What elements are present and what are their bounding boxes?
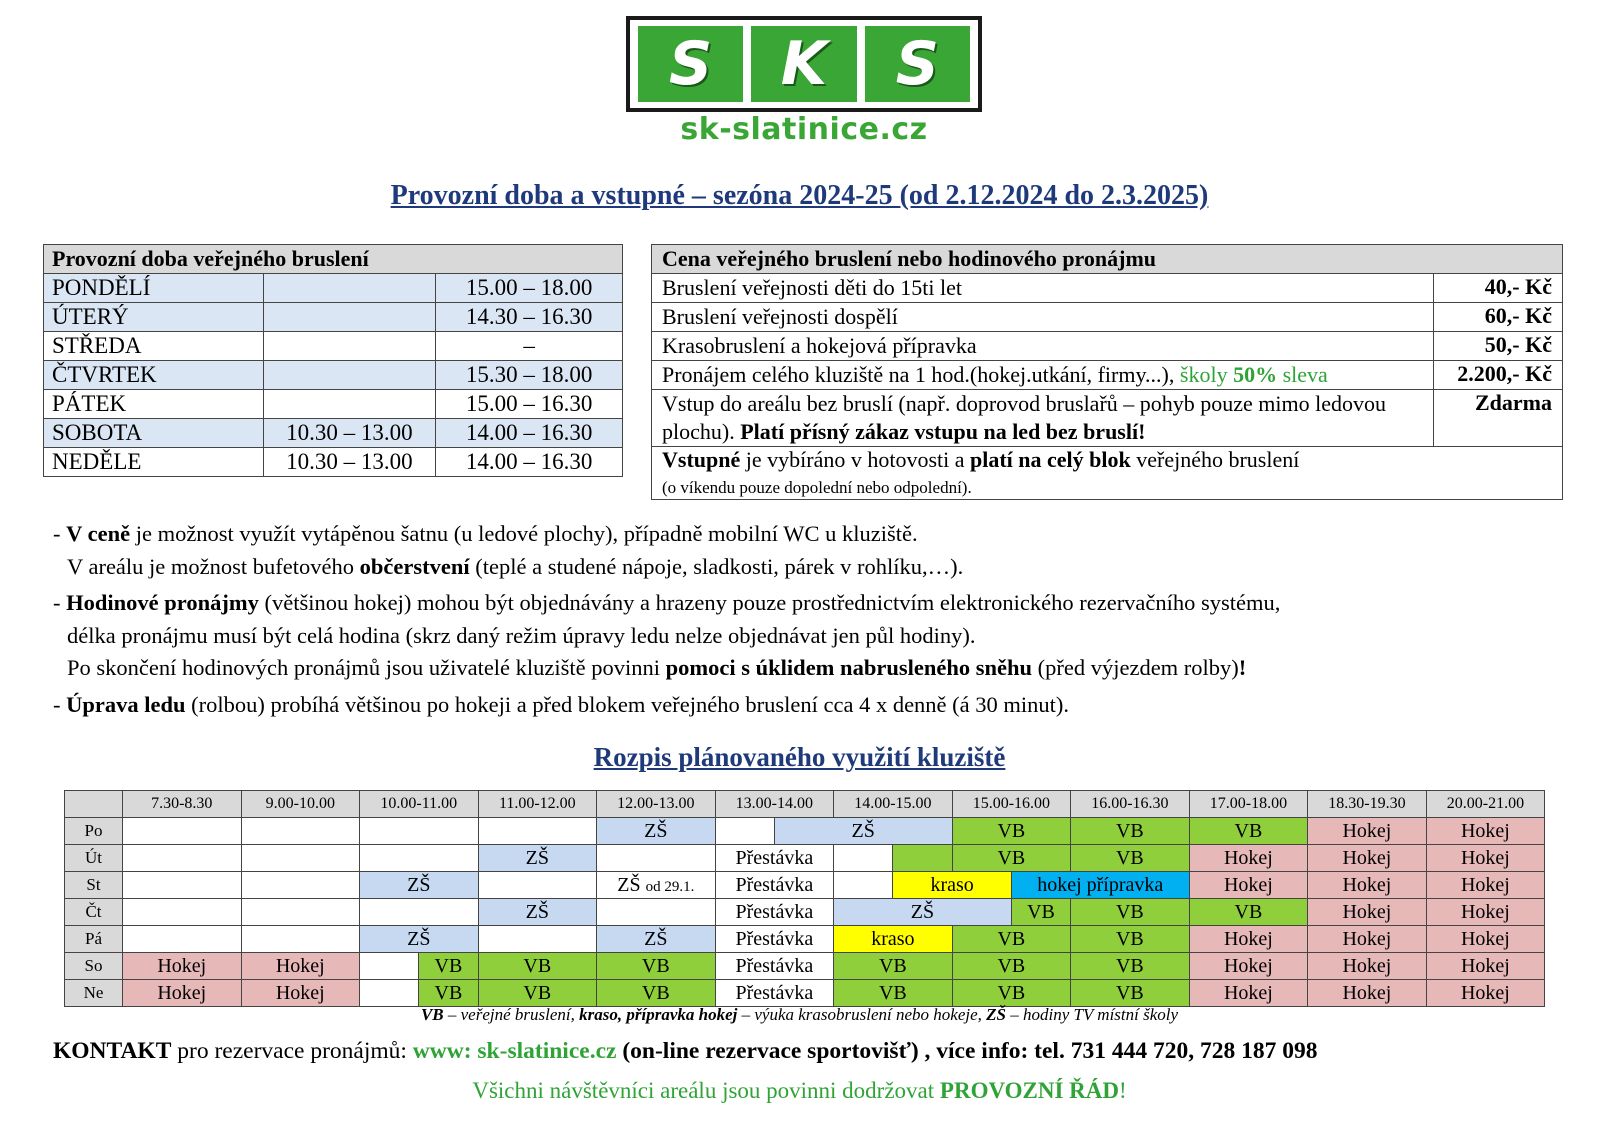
schedule-cell: kraso (893, 872, 1012, 899)
schedule-cell: Hokej (1426, 872, 1545, 899)
table-row (44, 390, 623, 419)
schedule-table (64, 790, 1545, 1007)
entry-text: Vstup do areálu bez bruslí (např. doprovod bruslařů – pohyb pouze mimo ledovou plochu). (662, 391, 1387, 444)
schedule-cell: Hokej (1308, 926, 1427, 953)
schedule-cell (241, 899, 360, 926)
schedule-cell: Hokej (1308, 953, 1427, 980)
schedule-cell: ZŠ (774, 818, 952, 845)
note-bold: V ceně (66, 521, 131, 546)
note-small: (o víkendu pouze dopolední nebo odpolední). (662, 478, 972, 497)
schedule-cell: Hokej (1189, 980, 1308, 1007)
note-text: (většinou hokej) mohou být objednávány a hrazeny pouze prostřednictvím elektronického rezervačního systému, (258, 590, 1281, 615)
schedule-cell: Přestávka (715, 872, 834, 899)
bullet: - (53, 590, 67, 615)
legend-bold: VB (420, 1005, 444, 1024)
day-cell: Út (65, 845, 123, 872)
price-label (652, 361, 1434, 390)
school-text: školy (1179, 362, 1228, 387)
logo-letter: S (865, 26, 970, 102)
schedule-cell (360, 845, 479, 872)
pm-cell: 15.00 – 16.30 (436, 390, 623, 419)
table-row (652, 332, 1563, 361)
day-cell: St (65, 872, 123, 899)
schedule-cell (360, 899, 479, 926)
schedule-cell: Hokej (1308, 899, 1427, 926)
rental-text: Pronájem celého kluziště na 1 hod.(hokej.utkání, firmy...), (662, 362, 1175, 387)
table-row (44, 361, 623, 390)
schedule-cell (360, 980, 419, 1007)
schedule-cell: VB (952, 953, 1071, 980)
table-row (652, 303, 1563, 332)
price-label (652, 390, 1434, 447)
contact-label: KONTAKT (53, 1038, 172, 1064)
bullet: - (53, 521, 67, 546)
table-row (44, 448, 623, 477)
table-row (652, 274, 1563, 303)
schedule-cell: VB (419, 953, 478, 980)
day-cell: Pá (65, 926, 123, 953)
schedule-cell: VB (952, 980, 1071, 1007)
schedule-cell: VB (1071, 899, 1190, 926)
day-cell: ČTVRTEK (44, 361, 264, 390)
note-text: je vybíráno v hotovosti a (740, 447, 970, 472)
schedule-row (65, 980, 1545, 1007)
discount-percent: 50% (1233, 362, 1278, 387)
price-label: Krasobruslení a hokejová přípravka (652, 332, 1434, 361)
rules-text: Všichni návštěvníci areálu jsou povinni dodržovat (472, 1078, 940, 1103)
note-bold: Hodinové pronájmy (66, 590, 259, 615)
note-bold: ! (1238, 655, 1247, 680)
contact (53, 1038, 1593, 1065)
pm-cell: 14.00 – 16.30 (436, 448, 623, 477)
rules-text: ! (1118, 1078, 1127, 1103)
schedule-cell (360, 953, 419, 980)
time-header: 12.00-13.00 (597, 791, 716, 818)
schedule-cell: VB (597, 953, 716, 980)
schedule-cell: VB (1189, 818, 1308, 845)
day-cell: So (65, 953, 123, 980)
table-row (652, 447, 1563, 500)
am-cell (263, 303, 435, 332)
day-cell: Po (65, 818, 123, 845)
schedule-title: Rozpis plánovaného využití kluziště (593, 742, 1006, 772)
price-label: Bruslení veřejnosti dospělí (652, 303, 1434, 332)
pm-cell: 15.00 – 18.00 (436, 274, 623, 303)
schedule-cell: Hokej (241, 980, 360, 1007)
corner-cell (65, 791, 123, 818)
note-text: veřejného bruslení (1130, 447, 1300, 472)
schedule-cell: ZŠ od 29.1. (597, 872, 716, 899)
schedule-cell: Hokej (1426, 845, 1545, 872)
note-1 (53, 518, 1583, 583)
schedule-cell: VB (1189, 899, 1308, 926)
schedule-cell (893, 845, 952, 872)
schedule-cell: ZŠ (360, 926, 479, 953)
schedule-row (65, 899, 1545, 926)
schedule-cell: VB (478, 980, 597, 1007)
schedule-cell: Hokej (1426, 926, 1545, 953)
table-row (44, 303, 623, 332)
schedule-row (65, 953, 1545, 980)
schedule-cell: Hokej (1426, 953, 1545, 980)
price-value: 60,- Kč (1434, 303, 1563, 332)
schedule-cell: Hokej (123, 953, 242, 980)
logo-letter: S (638, 26, 743, 102)
contact-phone: (on-line rezervace sportovišť) , více info: tel. 731 444 720, 728 187 098 (616, 1038, 1318, 1064)
discount-text: sleva (1282, 362, 1328, 387)
rules-note (0, 1078, 1599, 1104)
schedule-cell: Přestávka (715, 845, 834, 872)
table-row (44, 419, 623, 448)
schedule-cell: Hokej (1189, 872, 1308, 899)
rules-bold: PROVOZNÍ ŘÁD (939, 1078, 1119, 1103)
schedule-row (65, 845, 1545, 872)
note-bold: pomoci s úklidem nabrusleného sněhu (665, 655, 1032, 680)
contact-link[interactable]: www: sk-slatinice.cz (412, 1038, 617, 1064)
schedule-cell: Přestávka (715, 926, 834, 953)
schedule-cell: ZŠ (597, 818, 716, 845)
schedule-cell (360, 818, 479, 845)
pm-cell: 14.00 – 16.30 (436, 419, 623, 448)
schedule-cell (834, 872, 893, 899)
schedule-cell: ZŠ (834, 899, 1012, 926)
schedule-cell (597, 845, 716, 872)
time-header: 9.00-10.00 (241, 791, 360, 818)
schedule-cell: Hokej (1426, 818, 1545, 845)
schedule-cell: VB (1071, 818, 1190, 845)
time-header: 17.00-18.00 (1189, 791, 1308, 818)
day-cell: Čt (65, 899, 123, 926)
price-value: 40,- Kč (1434, 274, 1563, 303)
schedule-cell: VB (1071, 980, 1190, 1007)
schedule-cell: Přestávka (715, 980, 834, 1007)
pm-cell: 14.30 – 16.30 (436, 303, 623, 332)
schedule-cell: Hokej (123, 980, 242, 1007)
time-header: 18.30-19.30 (1308, 791, 1427, 818)
day-cell: NEDĚLE (44, 448, 264, 477)
note-text: délka pronájmu musí být celá hodina (skrz daný režim úpravy ledu nelze objednávat jen půl hodiny). (67, 622, 976, 648)
note-bold: Úprava ledu (66, 691, 186, 717)
schedule-cell (478, 926, 597, 953)
schedule-cell: kraso (834, 926, 953, 953)
note-text: V areálu je možnost bufetového (67, 553, 360, 579)
day-cell: PONDĚLÍ (44, 274, 264, 303)
schedule-cell (123, 926, 242, 953)
am-cell: 10.30 – 13.00 (263, 419, 435, 448)
time-header: 15.00-16.00 (952, 791, 1071, 818)
pm-cell: – (436, 332, 623, 361)
am-cell (263, 332, 435, 361)
schedule-cell: VB (952, 818, 1071, 845)
legend-bold: kraso, přípravka hokej (579, 1005, 738, 1024)
schedule-cell: VB (419, 980, 478, 1007)
schedule-cell: Hokej (1308, 872, 1427, 899)
price-value: 2.200,- Kč (1434, 361, 1563, 390)
schedule-cell: hokej přípravka (1011, 872, 1189, 899)
schedule-cell: Hokej (1308, 845, 1427, 872)
logo-letter: K (751, 26, 856, 102)
time-header: 7.30-8.30 (123, 791, 242, 818)
day-cell: PÁTEK (44, 390, 264, 419)
price-value: Zdarma (1434, 390, 1563, 447)
day-cell: Ne (65, 980, 123, 1007)
schedule-cell: Hokej (1426, 899, 1545, 926)
schedule-cell: ZŠ (360, 872, 479, 899)
table-row (652, 361, 1563, 390)
schedule-cell (123, 818, 242, 845)
note-bold: Vstupné (662, 447, 741, 472)
table-row (44, 332, 623, 361)
note-text: Po skončení hodinových pronájmů jsou uživatelé kluziště povinni (67, 655, 666, 680)
table-row (44, 274, 623, 303)
schedule-cell: VB (597, 980, 716, 1007)
time-header: 14.00-15.00 (834, 791, 953, 818)
schedule-cell: Hokej (1189, 845, 1308, 872)
contact-text: pro rezervace pronájmů: (171, 1038, 413, 1064)
schedule-cell: VB (1071, 953, 1190, 980)
schedule-cell (241, 818, 360, 845)
am-cell (263, 274, 435, 303)
legend-text: – hodiny TV místní školy (1006, 1005, 1179, 1024)
schedule-row (65, 818, 1545, 845)
day-cell: SOBOTA (44, 419, 264, 448)
schedule-cell (478, 872, 597, 899)
schedule-row (65, 926, 1545, 953)
am-cell (263, 361, 435, 390)
schedule-cell (597, 899, 716, 926)
schedule-cell: VB (1071, 926, 1190, 953)
note-bold: občerstvení (359, 553, 470, 579)
pm-cell: 15.30 – 18.00 (436, 361, 623, 390)
entry-warning: Platí přísný zákaz vstupu na led bez bruslí! (740, 419, 1146, 444)
logo (626, 16, 982, 112)
schedule-cell: Hokej (1189, 926, 1308, 953)
logo-url: sk-slatinice.cz (680, 112, 928, 147)
notes (53, 518, 1583, 725)
opening-hours-table (43, 244, 623, 477)
legend-text: – veřejné bruslení, (443, 1005, 580, 1024)
schedule-cell (715, 818, 774, 845)
schedule-cell (834, 845, 893, 872)
time-header: 16.00-16.30 (1071, 791, 1190, 818)
schedule-cell (478, 818, 597, 845)
page-title: Provozní doba a vstupné – sezóna 2024-25 (od 2.12.2024 do 2.3.2025) (390, 180, 1209, 211)
schedule-cell: ZŠ (478, 845, 597, 872)
schedule-cell: Hokej (1308, 980, 1427, 1007)
schedule-cell: Hokej (241, 953, 360, 980)
am-cell: 10.30 – 13.00 (263, 448, 435, 477)
price-value: 50,- Kč (1434, 332, 1563, 361)
note-3 (53, 689, 1583, 722)
schedule-cell: VB (834, 980, 953, 1007)
time-header: 20.00-21.00 (1426, 791, 1545, 818)
schedule-cell: Hokej (1426, 980, 1545, 1007)
schedule-cell (123, 899, 242, 926)
note-text: (rolbou) probíhá většinou po hokeji a před blokem veřejného bruslení cca 4 x denně (á 30 minut). (185, 691, 1070, 717)
am-cell (263, 390, 435, 419)
schedule-cell: VB (834, 953, 953, 980)
schedule-cell: VB (1011, 899, 1070, 926)
note-text: (před výjezdem rolby) (1032, 655, 1239, 680)
schedule-cell (123, 872, 242, 899)
day-cell: ÚTERÝ (44, 303, 264, 332)
schedule-cell (241, 872, 360, 899)
note-2 (53, 587, 1583, 685)
schedule-cell: Hokej (1189, 953, 1308, 980)
time-header: 13.00-14.00 (715, 791, 834, 818)
note-bold: platí na celý blok (970, 447, 1131, 472)
time-header: 11.00-12.00 (478, 791, 597, 818)
legend (0, 1005, 1599, 1025)
schedule-row (65, 872, 1545, 899)
time-header: 10.00-11.00 (360, 791, 479, 818)
legend-text: – výuka krasobruslení nebo hokeje, (737, 1005, 987, 1024)
legend-bold: ZŠ (986, 1005, 1006, 1024)
schedule-cell: ZŠ (597, 926, 716, 953)
prices-header: Cena veřejného bruslení nebo hodinového pronájmu (652, 245, 1563, 274)
entry-note (652, 447, 1563, 500)
bullet: - (53, 691, 67, 717)
table-row (652, 390, 1563, 447)
schedule-cell (241, 845, 360, 872)
note-text: je možnost využít vytápěnou šatnu (u ledové plochy), případně mobilní WC u kluziště. (130, 521, 918, 546)
price-label: Bruslení veřejnosti děti do 15ti let (652, 274, 1434, 303)
schedule-cell (241, 926, 360, 953)
note-text: (teplé a studené nápoje, sladkosti, párek v rohlíku,…). (469, 553, 964, 579)
schedule-cell: Hokej (1308, 818, 1427, 845)
day-cell: STŘEDA (44, 332, 264, 361)
schedule-cell: Přestávka (715, 899, 834, 926)
schedule-cell: VB (1071, 845, 1190, 872)
schedule-cell: VB (952, 845, 1071, 872)
schedule-cell (123, 845, 242, 872)
prices-table (651, 244, 1563, 500)
schedule-cell: ZŠ (478, 899, 597, 926)
schedule-cell: VB (478, 953, 597, 980)
schedule-cell: VB (952, 926, 1071, 953)
opening-hours-header: Provozní doba veřejného bruslení (44, 245, 623, 274)
schedule-cell: Přestávka (715, 953, 834, 980)
